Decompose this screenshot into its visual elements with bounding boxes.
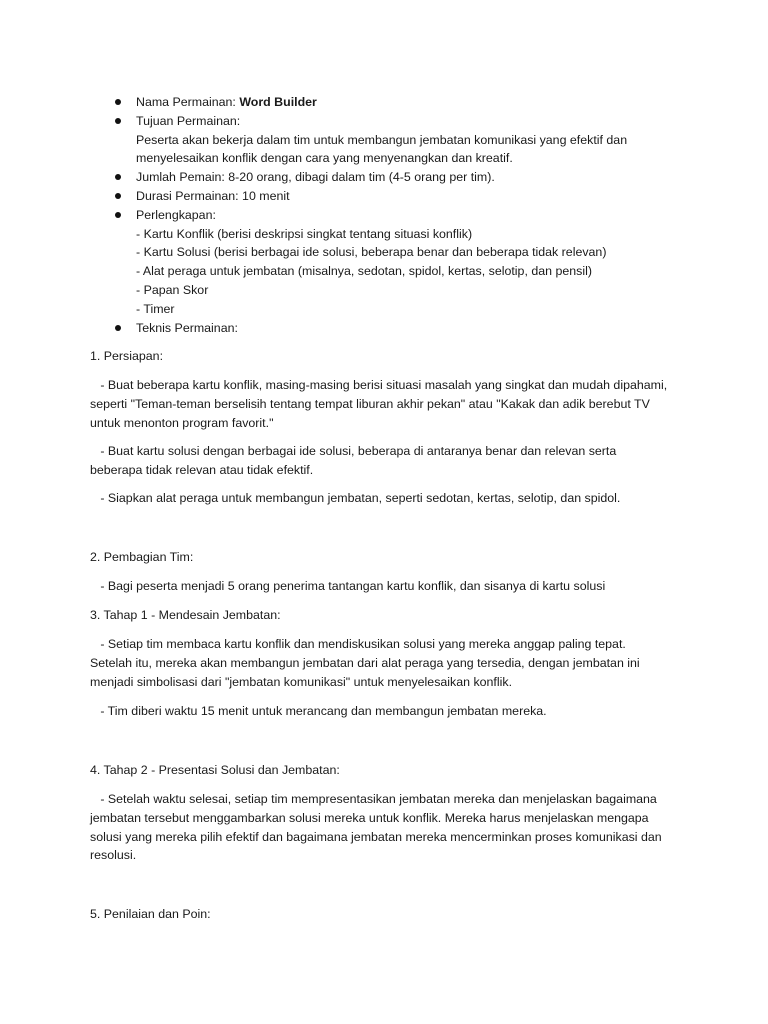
goal-heading: Tujuan Permainan: <box>136 113 241 128</box>
equipment-item: - Papan Skor <box>136 282 209 297</box>
bullet-item-duration <box>136 187 696 206</box>
paragraph-conflict-cards: - Buat beberapa kartu konflik, masing-masing berisi situasi masalah yang singkat dan mudah dipahami, seperti "Teman-teman berselisih tentang tempat liburan akhir pekan" atau "Kakak dan adik berebut TV untuk menonton program favorit." <box>90 378 668 430</box>
section-heading-stage-2: 4. Tahap 2 - Presentasi Solusi dan Jembatan: <box>90 763 340 777</box>
section-heading-stage-1: 3. Tahap 1 - Mendesain Jembatan: <box>90 608 281 622</box>
equipment-item: - Timer <box>136 301 175 316</box>
section-heading-team-division: 2. Pembagian Tim: <box>90 550 194 564</box>
equipment-item: - Kartu Konflik (berisi deskripsi singkat tentang situasi konflik) <box>136 226 473 241</box>
paragraph-solution-cards: - Buat kartu solusi dengan berbagai ide solusi, beberapa di antaranya benar dan relevan serta beberapa tidak relevan atau tidak efektif. <box>90 444 617 477</box>
technique-text: Teknis Permainan: <box>136 320 238 335</box>
duration-text: Durasi Permainan: 10 menit <box>136 188 290 203</box>
section-heading-preparation: 1. Persiapan: <box>90 349 164 363</box>
paragraph-stage-1-time: - Tim diberi waktu 15 menit untuk merancang dan membangun jembatan mereka. <box>90 704 547 718</box>
section-heading-scoring: 5. Penilaian dan Poin: <box>90 907 211 921</box>
paragraph-stage-2: - Setelah waktu selesai, setiap tim mempresentasikan jembatan mereka dan menjelaskan bagaimana jembatan tersebut menggambarkan solusi mereka untuk konflik. Mereka harus menjelaskan mengapa solusi yang mereka pilih efektif dan bagaimana jembatan mereka mencerminkan proses komunikasi dan resolusi. <box>90 792 662 863</box>
goal-text-line: menyelesaikan konflik dengan cara yang menyenangkan dan kreatif. <box>136 151 513 166</box>
paragraph-stage-1: - Setiap tim membaca kartu konflik dan mendiskusikan solusi yang mereka anggap paling tepat. Setelah itu, mereka akan membangun jembatan dari alat peraga yang tersedia, dengan jembatan ini menjadi simbolisasi dari "jembatan komunikasi" untuk menyelesaikan konflik. <box>90 637 640 689</box>
paragraph-team-division: - Bagi peserta menjadi 5 orang penerima tantangan kartu konflik, dan sisanya di kartu solusi <box>90 579 606 593</box>
goal-text-line: Peserta akan bekerja dalam tim untuk membangun jembatan komunikasi yang efektif dan <box>136 132 628 147</box>
bullet-item-players <box>136 168 696 187</box>
equipment-heading: Perlengkapan: <box>136 207 216 222</box>
equipment-item: - Alat peraga untuk jembatan (misalnya, sedotan, spidol, kertas, selotip, dan pensil) <box>136 264 592 279</box>
game-name-label: Nama Permainan: <box>136 95 240 109</box>
bullet-list <box>136 93 696 337</box>
players-text: Jumlah Pemain: 8-20 orang, dibagi dalam tim (4-5 orang per tim). <box>136 170 495 185</box>
bullet-item-game-name <box>136 93 696 112</box>
bullet-item-goal <box>136 112 696 168</box>
bullet-item-equipment <box>136 206 696 319</box>
game-name-value: Word Builder <box>239 95 317 109</box>
equipment-item: - Kartu Solusi (berisi berbagai ide solusi, beberapa benar dan beberapa tidak relevan) <box>136 245 607 260</box>
bullet-item-technique <box>136 319 696 338</box>
paragraph-props: - Siapkan alat peraga untuk membangun jembatan, seperti sedotan, kertas, selotip, dan spidol. <box>90 491 621 505</box>
